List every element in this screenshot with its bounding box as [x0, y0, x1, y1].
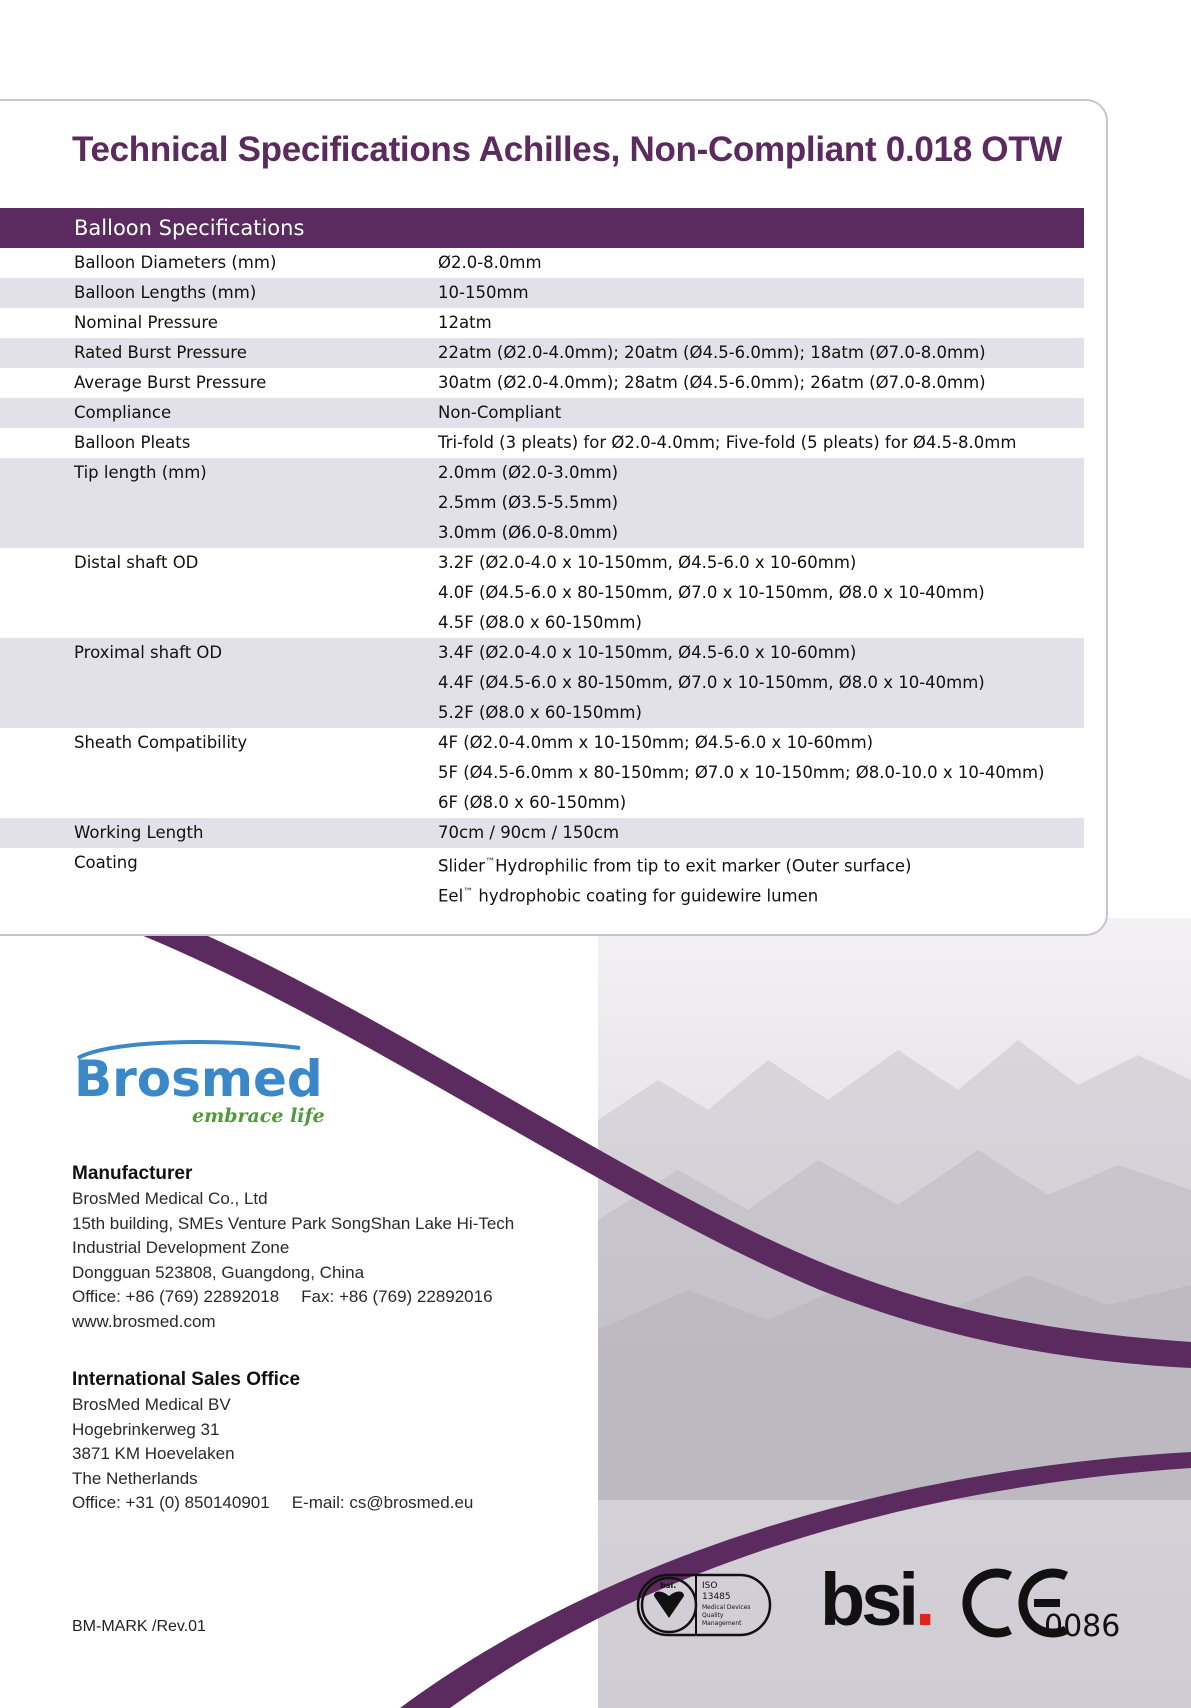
- spec-value: Eel™ hydrophobic coating for guidewire lumen: [438, 886, 819, 906]
- spec-row: [0, 338, 1084, 368]
- svg-text:Management: Management: [702, 1620, 742, 1627]
- svg-text:13485: 13485: [702, 1592, 731, 1602]
- manufacturer-website-link[interactable]: www.brosmed.com: [72, 1311, 216, 1331]
- spec-value: 10-150mm: [438, 283, 529, 302]
- spec-label: Nominal Pressure: [74, 313, 218, 332]
- ce-number: 0086: [1044, 1609, 1121, 1638]
- spec-value: 5.2F (Ø8.0 x 60-150mm): [438, 703, 642, 722]
- spec-value: 6F (Ø8.0 x 60-150mm): [438, 793, 627, 812]
- spec-label: Compliance: [74, 403, 172, 422]
- page-title: Technical Specifications Achilles, Non-Compliant 0.018 OTW: [72, 130, 1063, 169]
- section-header-label: Balloon Specifications: [74, 216, 305, 240]
- spec-value: 5F (Ø4.5-6.0mm x 80-150mm; Ø7.0 x 10-150mm; Ø8.0-10.0 x 10-40mm): [438, 763, 1045, 782]
- spec-value: Ø2.0-8.0mm: [438, 253, 542, 272]
- sales-address-1: Hogebrinkerweg 31: [72, 1419, 220, 1439]
- spec-value: 30atm (Ø2.0-4.0mm); 28atm (Ø4.5-6.0mm); 26atm (Ø7.0-8.0mm): [438, 373, 986, 392]
- svg-text:Medical Devices: Medical Devices: [702, 1604, 751, 1611]
- ce-mark-icon: [956, 1568, 1126, 1638]
- spec-row: [0, 368, 1084, 398]
- spec-value: 2.0mm (Ø2.0-3.0mm): [438, 463, 619, 482]
- spec-label: Balloon Lengths (mm): [74, 283, 257, 302]
- svg-text:ISO: ISO: [702, 1581, 718, 1591]
- spec-label: Distal shaft OD: [74, 553, 199, 572]
- spec-value: 22atm (Ø2.0-4.0mm); 20atm (Ø4.5-6.0mm); 18atm (Ø7.0-8.0mm): [438, 343, 986, 362]
- manufacturer-heading: Manufacturer: [72, 1163, 193, 1184]
- document-reference: BM-MARK /Rev.01: [72, 1618, 206, 1635]
- spec-row: [0, 848, 1084, 908]
- spec-table: [0, 248, 1084, 908]
- spec-value: Tri-fold (3 pleats) for Ø2.0-4.0mm; Five-fold (5 pleats) for Ø4.5-8.0mm: [438, 433, 1017, 452]
- spec-value: 3.4F (Ø2.0-4.0 x 10-150mm, Ø4.5-6.0 x 10-60mm): [438, 643, 857, 662]
- manufacturer-office-phone: Office: +86 (769) 22892018: [72, 1287, 280, 1306]
- manufacturer-address-3: Dongguan 523808, Guangdong, China: [72, 1262, 365, 1282]
- spec-label: Coating: [74, 853, 138, 872]
- spec-label: Sheath Compatibility: [74, 733, 248, 752]
- spec-row: [0, 548, 1084, 638]
- svg-text:Quality: Quality: [702, 1612, 724, 1619]
- iso-13485-certification-icon: [636, 1572, 772, 1638]
- spec-label: Balloon Pleats: [74, 433, 191, 452]
- sales-company: BrosMed Medical BV: [72, 1395, 231, 1414]
- manufacturer-block: [72, 1162, 514, 1334]
- spec-label: Tip length (mm): [74, 463, 207, 482]
- logo-tagline: embrace life: [192, 1105, 325, 1127]
- spec-row: [0, 638, 1084, 728]
- spec-row: [0, 818, 1084, 848]
- spec-row: [0, 278, 1084, 308]
- spec-row: [0, 728, 1084, 818]
- spec-value: 4.4F (Ø4.5-6.0 x 80-150mm, Ø7.0 x 10-150mm, Ø8.0 x 10-40mm): [438, 673, 985, 692]
- sales-office-block: [72, 1368, 473, 1516]
- sales-heading: International Sales Office: [72, 1369, 301, 1390]
- brosmed-logo: [70, 1038, 330, 1138]
- spec-value: 12atm: [438, 313, 492, 332]
- spec-value: 4.0F (Ø4.5-6.0 x 80-150mm, Ø7.0 x 10-150mm, Ø8.0 x 10-40mm): [438, 583, 985, 602]
- spec-row: [0, 458, 1084, 548]
- spec-value: 2.5mm (Ø3.5-5.5mm): [438, 493, 619, 512]
- spec-value: 3.2F (Ø2.0-4.0 x 10-150mm, Ø4.5-6.0 x 10-60mm): [438, 553, 857, 572]
- spec-label: Balloon Diameters (mm): [74, 253, 277, 272]
- sales-email-link[interactable]: E-mail: cs@brosmed.eu: [291, 1493, 474, 1512]
- sales-address-2: 3871 KM Hoevelaken: [72, 1444, 235, 1463]
- spec-row: [0, 398, 1084, 428]
- spec-label: Rated Burst Pressure: [74, 343, 247, 362]
- manufacturer-address-1: 15th building, SMEs Venture Park SongShan Lake Hi-Tech: [72, 1213, 515, 1233]
- manufacturer-fax: Fax: +86 (769) 22892016: [301, 1287, 493, 1306]
- spec-value: 3.0mm (Ø6.0-8.0mm): [438, 523, 619, 542]
- spec-label: Working Length: [74, 823, 204, 842]
- spec-label: Proximal shaft OD: [74, 643, 223, 662]
- section-header: [0, 208, 1084, 248]
- bsi-logo: bsi.: [820, 1558, 932, 1641]
- sales-address-3: The Netherlands: [72, 1468, 198, 1488]
- spec-row: [0, 248, 1084, 278]
- logo-wordmark: Brosmed: [74, 1050, 323, 1108]
- spec-value: 4.5F (Ø8.0 x 60-150mm): [438, 613, 642, 632]
- sales-office-phone: Office: +31 (0) 850140901: [72, 1493, 270, 1512]
- spec-value: 4F (Ø2.0-4.0mm x 10-150mm; Ø4.5-6.0 x 10-60mm): [438, 733, 874, 752]
- manufacturer-company: BrosMed Medical Co., Ltd: [72, 1189, 268, 1208]
- manufacturer-address-2: Industrial Development Zone: [72, 1238, 290, 1257]
- spec-label: Average Burst Pressure: [74, 373, 267, 392]
- spec-row: [0, 308, 1084, 338]
- spec-row: [0, 428, 1084, 458]
- spec-value: Slider™Hydrophilic from tip to exit marker (Outer surface): [438, 856, 912, 876]
- spec-value: Non-Compliant: [438, 403, 562, 422]
- spec-value: 70cm / 90cm / 150cm: [438, 823, 620, 842]
- svg-text:bsi.: bsi.: [660, 1581, 677, 1590]
